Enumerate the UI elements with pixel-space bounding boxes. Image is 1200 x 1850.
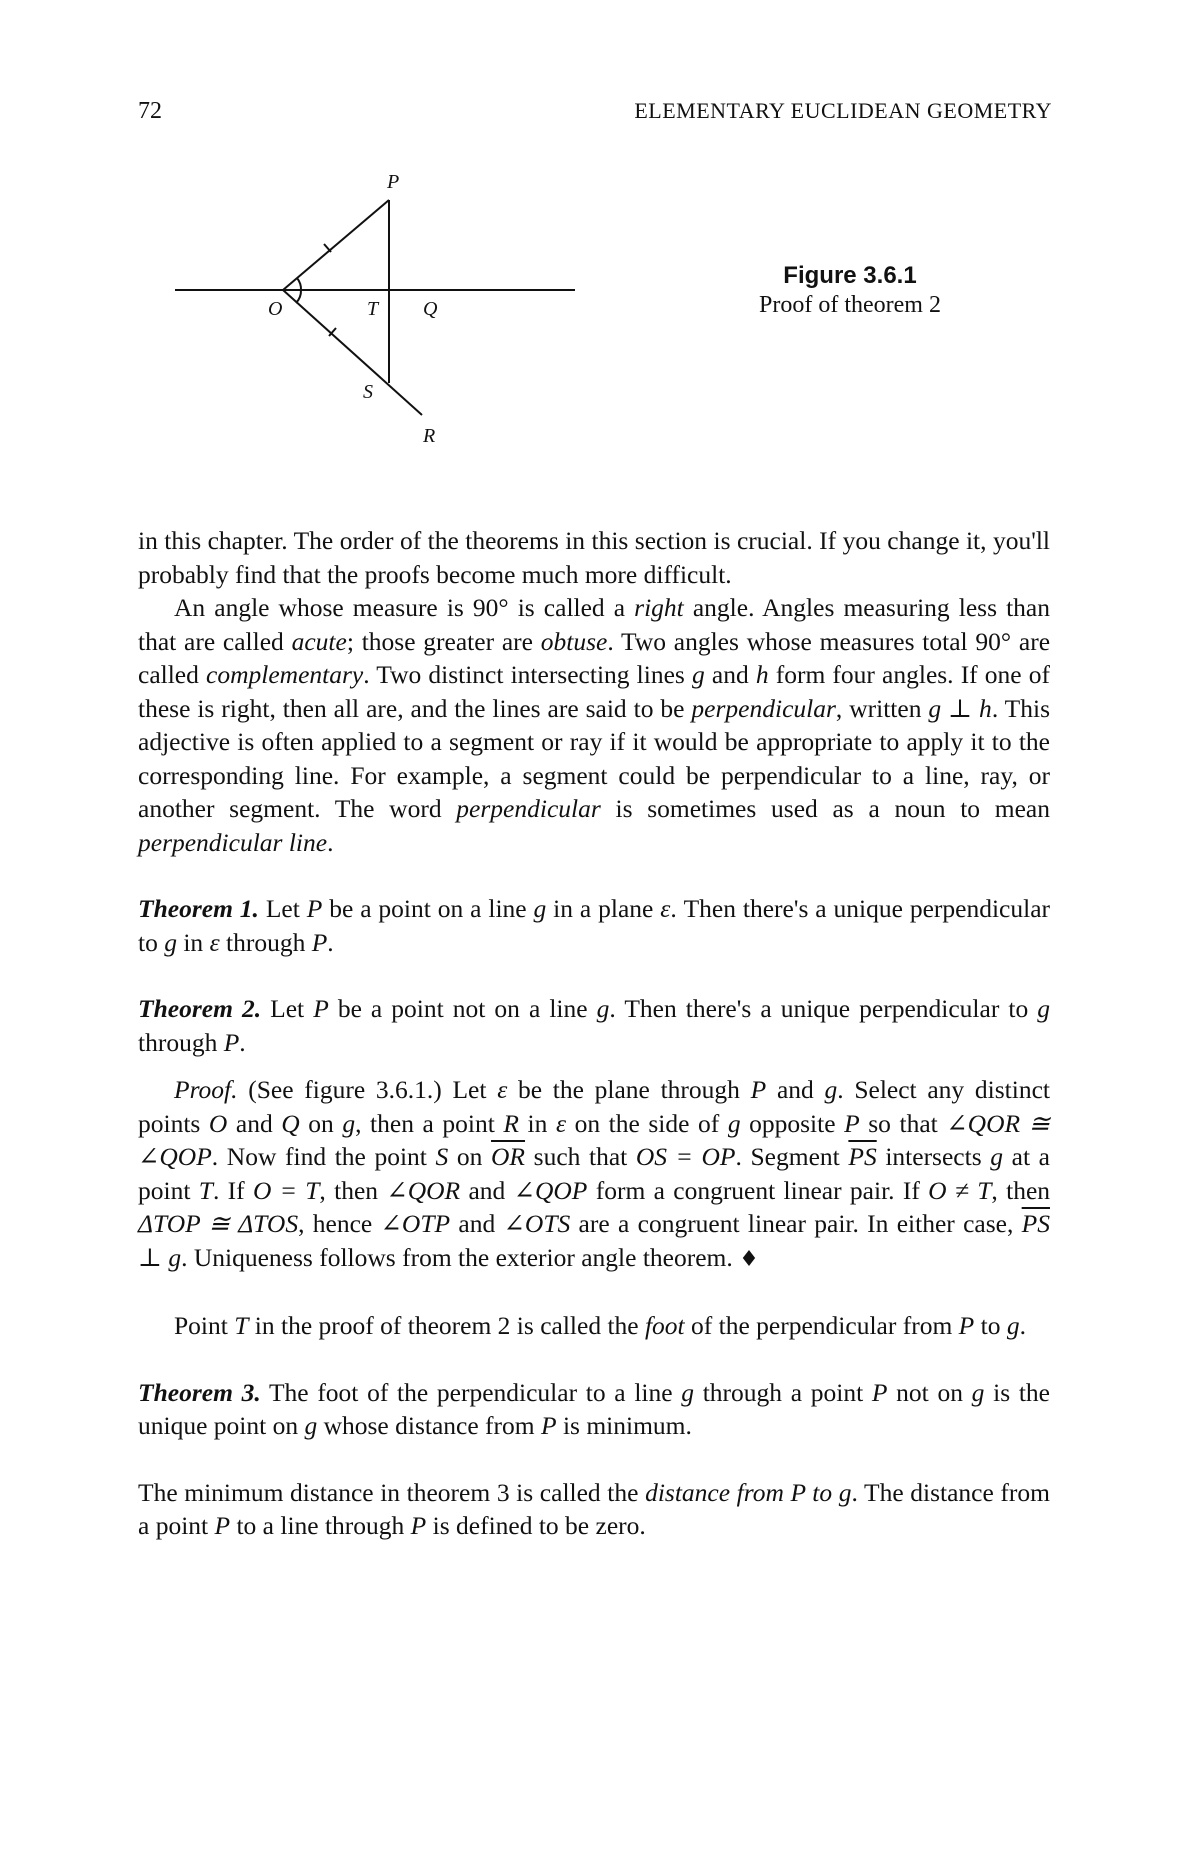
text-run: so that xyxy=(859,1108,947,1138)
text-run: in xyxy=(176,927,210,957)
italic-text: g xyxy=(1037,994,1051,1023)
text-run: through a point xyxy=(694,1377,872,1407)
text-run: angle. Angles measuring less than that are called xyxy=(138,593,1050,656)
text-run: . Then there's a unique perpendicular to xyxy=(609,994,1038,1023)
italic-text: foot xyxy=(644,1311,685,1340)
text-run: . xyxy=(1019,1311,1026,1340)
segment-PS: $\overline{PS}$ xyxy=(848,1142,877,1171)
text-run: , then xyxy=(319,1175,387,1205)
italic-text: ∠OTP xyxy=(380,1209,451,1238)
italic-text: h xyxy=(755,660,769,689)
ray-OR: $\overline{OR}$ xyxy=(491,1142,526,1171)
text-run: in xyxy=(518,1108,556,1138)
text-run: . Two angles whose measures total 90° are called xyxy=(138,626,1051,689)
italic-text: perpendicular xyxy=(691,693,836,723)
label-T: T xyxy=(367,298,379,320)
figure-number: Figure 3.6.1 xyxy=(783,262,917,289)
text-run: whose distance from xyxy=(317,1411,541,1440)
text-run: . The distance from a point xyxy=(138,1477,1050,1540)
italic-text: g ⊥ h xyxy=(928,693,992,723)
italic-text: g xyxy=(727,1108,741,1138)
italic-text: perpendicular xyxy=(456,794,601,823)
text-run: . Two distinct intersecting lines xyxy=(363,660,692,689)
italic-text: right xyxy=(634,593,684,622)
italic-text: P xyxy=(958,1311,975,1340)
text-run: form a congruent linear pair. If xyxy=(587,1175,929,1205)
label-R: R xyxy=(423,425,436,447)
text-run: through xyxy=(219,927,312,957)
italic-text: g xyxy=(1006,1311,1020,1340)
text-run: . Segment xyxy=(735,1142,849,1171)
italic-text: P xyxy=(306,894,323,923)
text-run: . Select any distinct points xyxy=(138,1075,1050,1138)
italic-text: to xyxy=(805,1477,839,1507)
italic-text: O xyxy=(208,1108,228,1138)
italic-text: distance from xyxy=(645,1477,784,1507)
page-number: 72 xyxy=(138,98,162,124)
text-run: on xyxy=(299,1108,343,1138)
tick-OP xyxy=(324,244,331,252)
italic-text: ε xyxy=(660,894,671,923)
text-run: of the perpendicular from xyxy=(684,1311,959,1340)
text-run: is minimum. xyxy=(556,1411,692,1440)
text-run: , written xyxy=(835,693,929,723)
text-run: to xyxy=(974,1311,1007,1340)
text-run: . If xyxy=(212,1175,253,1205)
text-run: Let xyxy=(261,994,314,1023)
text-run: (See figure 3.6.1.) Let xyxy=(237,1075,498,1104)
text-run: Theorem 3. xyxy=(138,1377,261,1407)
text-run: opposite xyxy=(740,1108,845,1138)
italic-text: OS = OP xyxy=(635,1142,736,1171)
text-run: be a point on a line xyxy=(322,894,534,923)
text-run: is the unique point on xyxy=(138,1377,1050,1440)
label-Q: Q xyxy=(423,298,438,320)
italic-text: ΔTOP ≅ xyxy=(138,1209,230,1238)
text-run: are a congruent linear pair. In either case, xyxy=(570,1209,1022,1238)
italic-text: P xyxy=(871,1377,888,1407)
italic-text: P xyxy=(313,994,329,1023)
italic-text: O ≠ T xyxy=(928,1175,992,1205)
segment-OP xyxy=(283,200,389,290)
line-PS: $\overline{PS}$ xyxy=(1021,1209,1050,1238)
italic-text: g xyxy=(824,1075,838,1104)
italic-text: g xyxy=(691,660,705,689)
theorem-1 xyxy=(138,892,1050,959)
italic-text: P xyxy=(214,1511,231,1540)
figure-caption xyxy=(700,262,1000,319)
italic-text: g xyxy=(304,1411,318,1440)
text-run: form four angles. If one of these is right, then all are, and the lines are said to be xyxy=(138,660,1051,723)
italic-text: R xyxy=(503,1108,519,1138)
italic-text: Proof. xyxy=(174,1075,238,1104)
text-run: ; those greater are xyxy=(346,626,541,656)
text-run: . This adjective is often applied to a segment or ray if it would be appropriate to apply it to the corresponding line. For example, a segment could be perpendicular to a line, ray, or another segment. The word xyxy=(138,693,1051,823)
text-run: and xyxy=(704,660,756,689)
text-run: and xyxy=(450,1209,504,1238)
text-run: . xyxy=(327,927,334,957)
text-run: in the proof of theorem 2 is called the xyxy=(248,1311,645,1340)
angle-arc-QOP xyxy=(297,278,301,290)
text-run: such that xyxy=(525,1142,636,1171)
italic-text: acute xyxy=(291,626,347,656)
italic-text: P xyxy=(311,927,328,957)
italic-text: T xyxy=(234,1311,249,1340)
italic-text: g xyxy=(838,1477,852,1507)
text-run: and xyxy=(227,1108,282,1138)
text-run: and xyxy=(460,1175,514,1205)
text-run: The foot of the perpendicular to a line xyxy=(260,1377,682,1407)
italic-text: ∠QOP xyxy=(513,1175,588,1205)
text-run: on xyxy=(448,1142,492,1171)
text-run: be a point not on a line xyxy=(328,994,597,1023)
proof-theorem-2 xyxy=(138,1073,1050,1276)
italic-text: perpendicular line xyxy=(138,827,328,857)
italic-text: complementary xyxy=(206,660,364,689)
text-run: . Uniqueness follows from the exterior angle theorem. xyxy=(181,1242,740,1272)
theorem-2 xyxy=(138,992,1050,1059)
italic-text: g xyxy=(342,1108,356,1138)
italic-text: P xyxy=(540,1411,557,1440)
text-run: , then xyxy=(991,1175,1051,1205)
italic-text: S xyxy=(435,1142,449,1171)
label-O: O xyxy=(268,298,283,320)
text-run: is defined to be zero. xyxy=(426,1511,646,1540)
text-run: Let xyxy=(258,894,307,923)
text-run: at a point xyxy=(138,1142,1050,1205)
text-run: intersects xyxy=(876,1142,991,1171)
paragraph-intro xyxy=(138,524,1050,591)
text-run: in a plane xyxy=(546,894,661,923)
text-run: , then a point xyxy=(355,1108,504,1138)
italic-text: g xyxy=(164,927,177,957)
text-run: Theorem 2. xyxy=(138,994,262,1023)
italic-text: P xyxy=(410,1511,427,1540)
italic-text: P xyxy=(844,1108,860,1138)
running-head: ELEMENTARY EUCLIDEAN GEOMETRY xyxy=(634,98,1052,123)
text-run: be the plane through xyxy=(507,1075,751,1104)
figure-3-6-1-diagram xyxy=(165,160,605,460)
italic-text: g xyxy=(990,1142,1004,1171)
label-P: P xyxy=(387,171,400,193)
theorem-3 xyxy=(138,1376,1050,1443)
italic-text: g xyxy=(533,894,547,923)
italic-text: ∠QOR xyxy=(386,1175,461,1205)
italic-text: P xyxy=(790,1477,806,1507)
text-run: in this chapter. The order of the theorems in this section is crucial. If you change it, you'll probably find that the proofs become much more difficult. xyxy=(138,526,1050,589)
text-run: . xyxy=(327,827,334,857)
text-run: The minimum distance in theorem 3 is called the xyxy=(138,1477,646,1507)
italic-text: Q xyxy=(281,1108,300,1138)
italic-text: ΔTOS xyxy=(238,1209,299,1238)
italic-text: g xyxy=(596,994,610,1023)
paragraph-distance xyxy=(138,1476,1050,1543)
italic-text: ε xyxy=(555,1108,566,1138)
body-text xyxy=(138,524,1050,1543)
italic-text: P xyxy=(223,1027,240,1057)
text-run: is sometimes used as a noun to mean xyxy=(600,794,1050,823)
italic-text: g xyxy=(971,1377,985,1407)
text-run: to a line through xyxy=(230,1511,411,1540)
segment-OR xyxy=(283,290,422,415)
text-run: . Now find the point xyxy=(211,1142,436,1171)
text-run: through xyxy=(138,1027,224,1057)
italic-text: O = T xyxy=(252,1175,320,1205)
italic-text: ∠QOR ≅ ∠QOP xyxy=(138,1108,1051,1171)
text-run: and xyxy=(766,1075,825,1104)
text-run: . Then there's a unique perpendicular to xyxy=(138,894,1050,957)
end-of-proof-mark: ♦ xyxy=(739,1246,759,1272)
text-run: An angle whose measure is 90° is called a xyxy=(174,593,635,622)
label-S: S xyxy=(363,381,373,403)
italic-text: ε xyxy=(497,1075,508,1104)
text-run: , hence xyxy=(298,1209,381,1238)
italic-text: ∠OTS xyxy=(503,1209,571,1238)
italic-text: obtuse xyxy=(540,626,608,656)
italic-text: g xyxy=(681,1377,695,1407)
text-run: Theorem 1. xyxy=(138,894,259,923)
text-run: on the side of xyxy=(566,1108,728,1138)
paragraph-foot xyxy=(138,1309,1050,1343)
italic-text: P xyxy=(750,1075,767,1104)
figure-caption-text: Proof of theorem 2 xyxy=(759,292,941,318)
italic-text: ε xyxy=(209,927,220,957)
text-run: Point xyxy=(174,1311,235,1340)
paragraph-definitions xyxy=(138,591,1050,859)
text-run: . xyxy=(239,1027,246,1057)
angle-arc-QOR xyxy=(296,290,301,303)
italic-text: ⊥ g xyxy=(138,1242,182,1272)
text-run: not on xyxy=(887,1377,972,1407)
italic-text: T xyxy=(198,1175,213,1205)
